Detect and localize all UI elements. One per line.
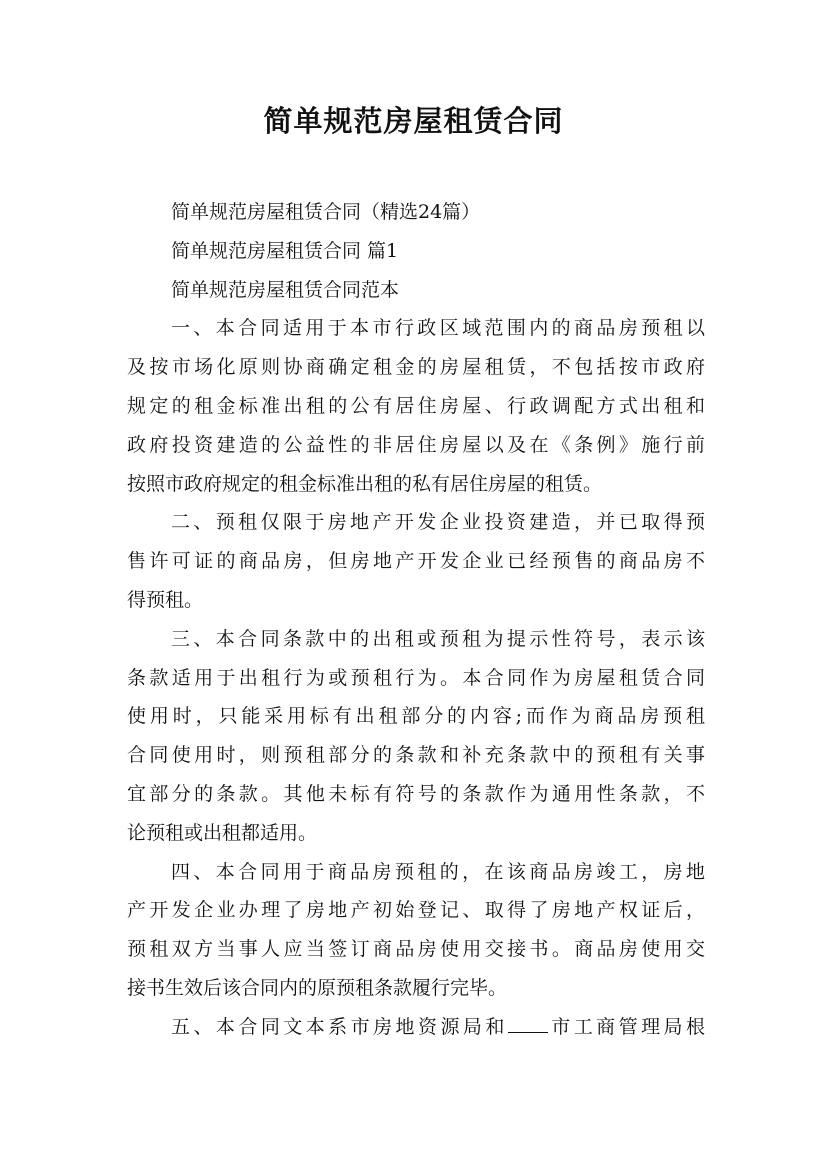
paragraph-1-line-5: 按照市政府规定的租金标准出租的私有居住房屋的租赁。	[127, 472, 603, 495]
paragraph-4-line-4: 接书生效后该合同内的原预租条款履行完毕。	[127, 976, 508, 999]
paragraph-1-line-2: 及按市场化原则协商确定租金的房屋租赁，不包括按市政府	[127, 356, 705, 379]
paragraph-4-line-1: 四、本合同用于商品房预租的，在该商品房竣工，房地	[171, 860, 705, 883]
paragraph-3-line-4: 合同使用时，则预租部分的条款和补充条款中的预租有关事	[127, 744, 705, 767]
paragraph-1-line-4: 政府投资建造的公益性的非居住房屋以及在《条例》施行前	[127, 433, 705, 456]
paragraph-4-line-3: 预租双方当事人应当签订商品房使用交接书。商品房使用交	[127, 938, 705, 961]
paragraph-2-line-1: 二、预租仅限于房地产开发企业投资建造，并已取得预	[171, 511, 705, 534]
paragraph-1-line-1: 一、本合同适用于本市行政区域范围内的商品房预租以	[171, 317, 705, 340]
paragraph-4-line-2: 产开发企业办理了房地产初始登记、取得了房地产权证后，	[127, 899, 705, 922]
paragraph-3-line-1: 三、本合同条款中的出租或预租为提示性符号，表示该	[171, 627, 705, 650]
document-title: 简单规范房屋租赁合同	[263, 104, 564, 138]
heading-line-3: 简单规范房屋租赁合同范本	[171, 278, 400, 301]
paragraph-3-line-2: 条款适用于出租行为或预租行为。本合同作为房屋租赁合同	[127, 666, 705, 689]
fill-in-blank	[508, 1014, 548, 1033]
paragraph-2	[127, 503, 705, 619]
paragraph-3-line-5: 宜部分的条款。其他未标有符号的条款作为通用性条款，不	[127, 782, 705, 805]
heading-line-2: 简单规范房屋租赁合同 篇1	[171, 239, 399, 262]
document-body	[127, 193, 705, 1047]
paragraph-2-line-2: 售许可证的商品房，但房地产开发企业已经预售的商品房不	[127, 550, 705, 573]
paragraph-5-text-before-blank: 五、本合同文本系市房地资源局和	[171, 1015, 508, 1038]
paragraph-5-line-1	[127, 1008, 705, 1047]
paragraph-5	[127, 1008, 705, 1047]
paragraph-3	[127, 620, 705, 853]
paragraph-4	[127, 853, 705, 1008]
paragraph-1	[127, 309, 705, 503]
paragraph-5-text-after-blank: 市工商管理局根	[547, 1015, 705, 1038]
heading-line-1: 简单规范房屋租赁合同（精选24篇）	[171, 201, 481, 223]
paragraph-3-line-6: 论预租或出租都适用。	[127, 821, 318, 844]
paragraph-2-line-3: 得预租。	[127, 588, 204, 611]
paragraph-3-line-3: 使用时，只能采用标有出租部分的内容;而作为商品房预租	[127, 705, 705, 728]
paragraph-1-line-3: 规定的租金标准出租的公有居住房屋、行政调配方式出租和	[127, 394, 705, 417]
